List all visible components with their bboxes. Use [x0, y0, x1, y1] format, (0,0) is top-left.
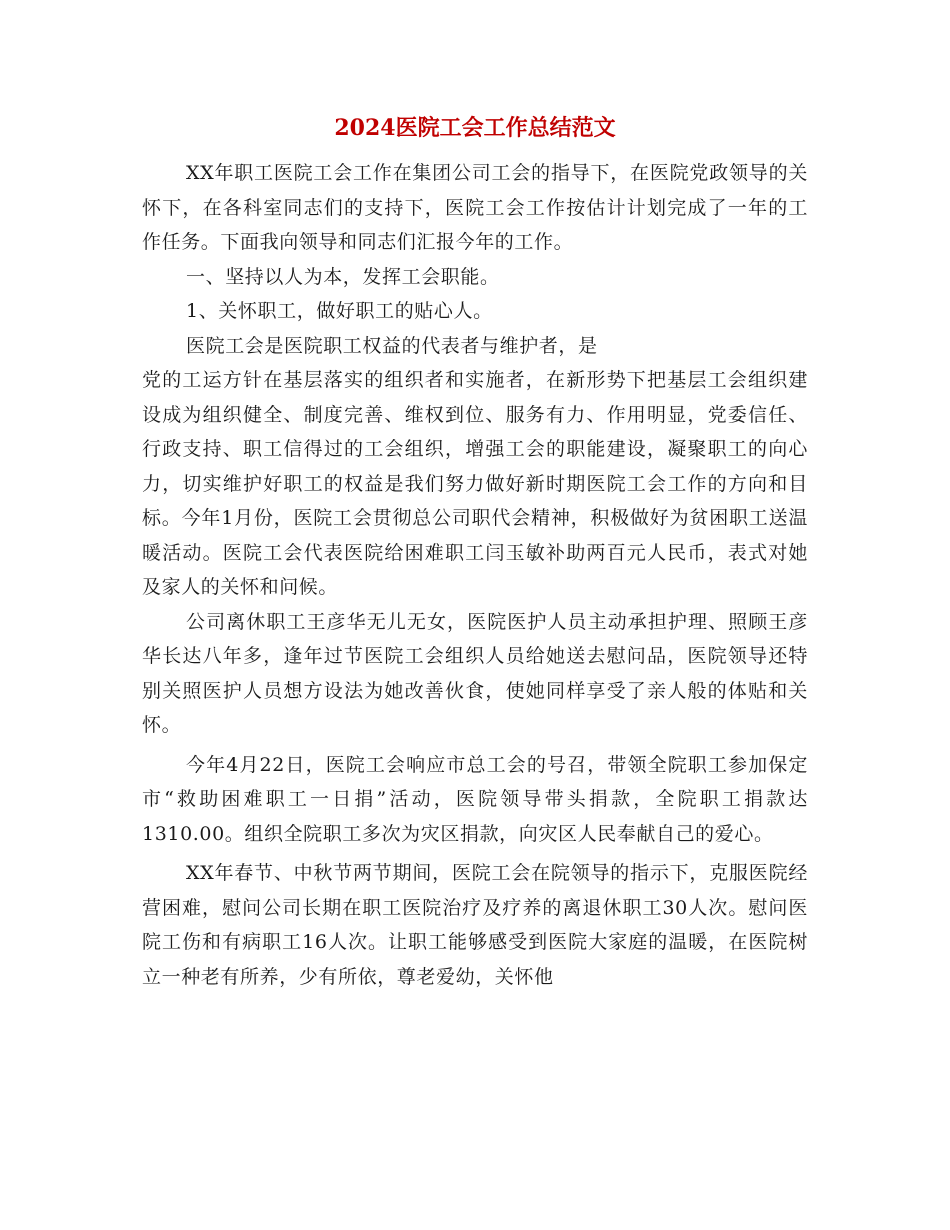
paragraph-intro: XX年职工医院工会工作在集团公司工会的指导下，在医院党政领导的关怀下，在各科室同志们的支持下，医院工会工作按估计计划完成了一年的工作任务。下面我向领导和同志们汇报今年的工作。 [142, 162, 808, 253]
paragraph-union-role-first-line: 医院工会是医院职工权益的代表者与维护者，是 [186, 334, 598, 357]
paragraph-section-heading: 一、坚持以人为本，发挥工会职能。 [186, 265, 500, 288]
paragraph-donation: 今年4月22日，医院工会响应市总工会的号召，带领全院职工参加保定市“救助困难职工一日捐”活动，医院领导带头捐款，全院职工捐款达1310.00。组织全院职工多次为灾区捐款，向灾区人民奉献自己的爱心。 [142, 753, 808, 845]
document-title: 2024医院工会工作总结范文 [334, 115, 616, 141]
paragraph-union-role-rest: 党的工运方针在基层落实的组织者和实施者，在新形势下把基层工会组织建设成为组织健全、制度完善、维权到位、服务有力、作用明显，党委信任、行政支持、职工信得过的工会组织，增强工会的职能建设，凝聚职工的向心力，切实维护好职工的权益是我们努力做好新时期医院工会工作的方向和目标。今年1月份，医院工会贯彻总公司职代会精神，积极做好为贫困职工送温暖活动。医院工会代表医院给困难职工闫玉敏补助两百元人民币，表式对她及家人的关怀和问候。 [142, 369, 808, 598]
paragraph-holiday-visits: XX年春节、中秋节两节期间，医院工会在院领导的指示下，克服医院经营困难，慰问公司长期在职工医院治疗及疗养的离退休职工30人次。慰问医院工伤和有病职工16人次。让职工能够感受到医院大家庭的温暖，在医院树立一种老有所养，少有所依，尊老爱幼，关怀他 [142, 862, 808, 988]
paragraph-retiree-care: 公司离休职工王彦华无儿无女，医院医护人员主动承担护理、照顾王彦华长达八年多，逢年过节医院工会组织人员给她送去慰问品，医院领导还特别关照医护人员想方设法为她改善伙食，使她同样享受了亲人般的体贴和关怀。 [142, 610, 808, 736]
paragraph-subsection-heading: 1、关怀职工，做好职工的贴心人。 [186, 300, 493, 322]
document-body [142, 156, 808, 994]
paragraph-union-role [142, 329, 808, 605]
